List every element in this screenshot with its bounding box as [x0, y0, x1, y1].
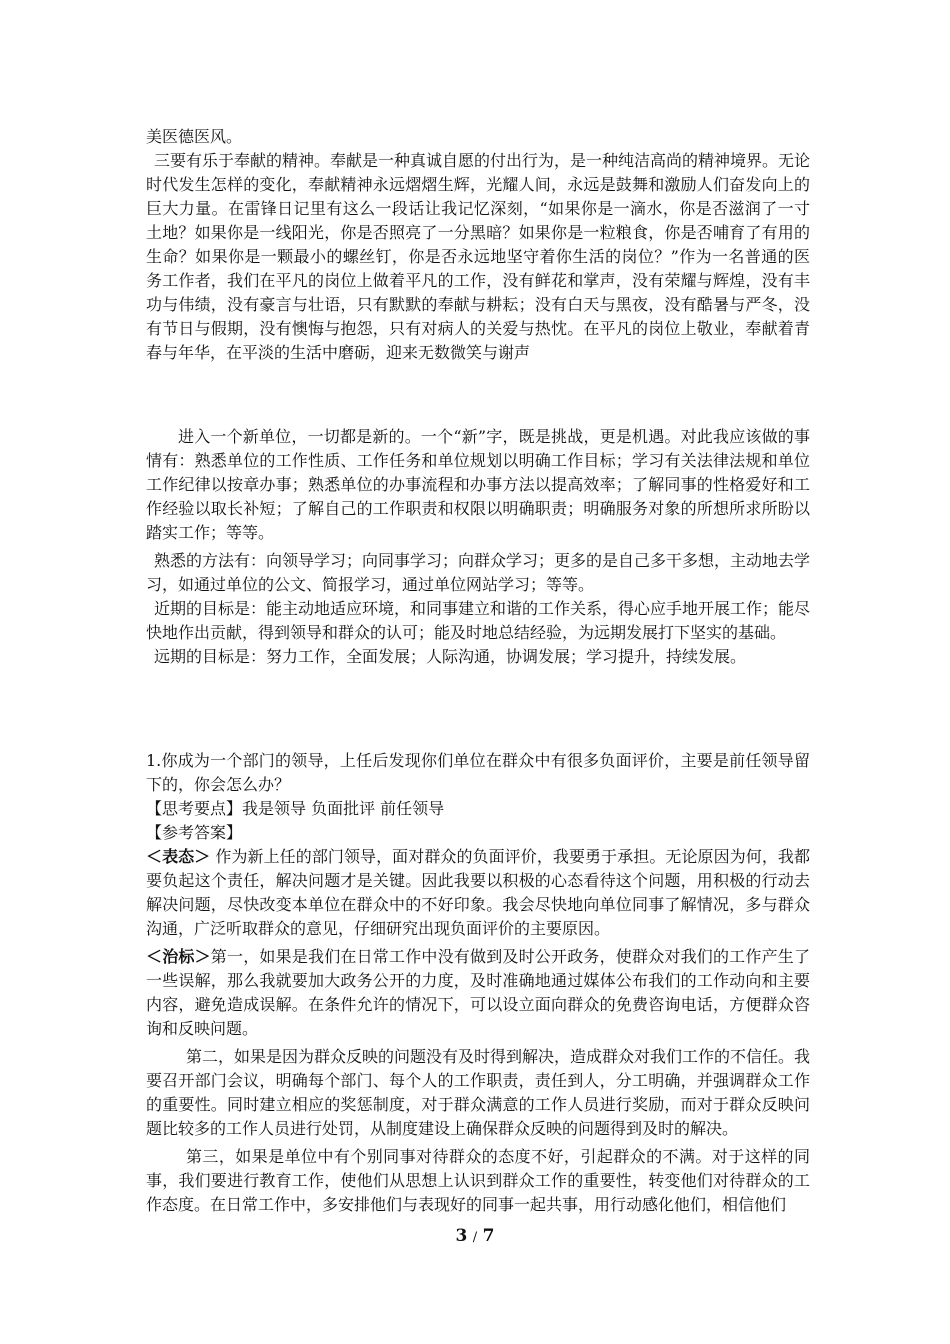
- page-number: [0, 1226, 950, 1246]
- zhibiao-text: 第一，如果是我们在日常工作中没有做到及时公开政务，使群众对我们的工作产生了一些误解，那么我就要加大政务公开的力度，及时准确地通过媒体公布我们的工作动向和主要内容，避免造成误解。在条件允许的情况下，可以设立面向群众的免费咨询电话，方便群众咨询和反映问题。: [146, 947, 810, 1038]
- key-points: 【思考要点】我是领导 负面批评 前任领导: [146, 799, 445, 818]
- current-page-number: 3: [455, 1226, 468, 1246]
- zhibiao-label: ＜治标＞: [146, 947, 211, 966]
- paragraph-long-term-goal: 远期的目标是：努力工作，全面发展；人际沟通，协调发展；学习提升，持续发展。: [154, 647, 747, 666]
- answer-label: 【参考答案】: [146, 823, 243, 842]
- total-pages-number: 7: [482, 1226, 495, 1246]
- paragraph-zhibiao: [146, 945, 810, 1041]
- paragraph-dedication: 三要有乐于奉献的精神。奉献是一种真诚自愿的付出行为，是一种纯洁高尚的精神境界。无论时代发生怎样的变化，奉献精神永远熠熠生辉，光耀人间，永远是鼓舞和激励人们奋发向上的巨大力量。在雷锋日记里有这么一段话让我记忆深刻，“如果你是一滴水，你是否滋润了一寸土地？如果你是一线阳光，你是否照亮了一分黑暗？如果你是一粒粮食，你是否哺育了有用的生命？如果你是一颗最小的螺丝钉，你是否永远地坚守着你生活的岗位？”作为一名普通的医务工作者，我们在平凡的岗位上做着平凡的工作，没有鲜花和掌声，没有荣耀与辉煌，没有丰功与伟绩，没有豪言与壮语，只有默默的奉献与耕耘；没有白天与黑夜，没有酷暑与严冬，没有节日与假期，没有懊悔与抱怨，只有对病人的关爱与热忱。在平凡的岗位上敬业，奉献着青春与年华，在平淡的生活中磨砺，迎来无数微笑与谢声: [146, 151, 811, 362]
- paragraph-continuation: 美医德医风。: [146, 127, 243, 146]
- paragraph-second: 第二，如果是因为群众反映的问题没有及时得到解决，造成群众对我们工作的不信任。我要召开部门会议，明确每个部门、每个人的工作职责，责任到人，分工明确，并强调群众工作的重要性。同时建立相应的奖惩制度，对于群众满意的工作人员进行奖励，而对于群众反映问题比较多的工作人员进行处罚，从制度建设上确保群众反映的问题得到及时的解决。: [146, 1047, 811, 1138]
- question-heading: 1.你成为一个部门的领导，上任后发现你们单位在群众中有很多负面评价，主要是前任领导留下的，你会怎么办？: [146, 751, 810, 794]
- paragraph-third: 第三，如果是单位中有个别同事对待群众的态度不好，引起群众的不满。对于这样的同事，我们要进行教育工作，使他们从思想上认识到群众工作的重要性，转变他们对待群众的工作态度。在日常工作中，多安排他们与表现好的同事一起共事，用行动感化他们，相信他们: [146, 1147, 810, 1214]
- biaotai-label: ＜表态＞: [146, 847, 211, 866]
- paragraph-new-unit: 进入一个新单位，一切都是新的。一个“新”字，既是挑战，更是机遇。对此我应该做的事情有：熟悉单位的工作性质、工作任务和单位规划以明确工作目标；学习有关法律法规和单位工作纪律以按章办事；熟悉单位的办事流程和办事方法以提高效率；了解同事的性格爱好和工作经验以取长补短；了解自己的工作职责和权限以明确职责；明确服务对象的所想所求所盼以踏实工作；等等。: [146, 427, 810, 542]
- biaotai-text: 作为新上任的部门领导，面对群众的负面评价，我要勇于承担。无论原因为何，我都要负起这个责任，解决问题才是关键。因此我要以积极的心态看待这个问题，用积极的行动去解决问题，尽快改变本单位在群众中的不好印象。我会尽快地向单位同事了解情况，多与群众沟通，广泛听取群众的意见，仔细研究出现负面评价的主要原因。: [146, 847, 810, 938]
- paragraph-short-term-goal: 近期的目标是：能主动地适应环境，和同事建立和谐的工作关系，得心应手地开展工作；能尽快地作出贡献，得到领导和群众的认可；能及时地总结经验，为远期发展打下坚实的基础。: [146, 599, 811, 642]
- page-separator: /: [472, 1230, 478, 1245]
- paragraph-methods: 熟悉的方法有：向领导学习；向同事学习；向群众学习；更多的是自己多干多想，主动地去学习，如通过单位的公文、简报学习，通过单位网站学习；等等。: [146, 551, 811, 594]
- paragraph-biaotai: [146, 845, 810, 941]
